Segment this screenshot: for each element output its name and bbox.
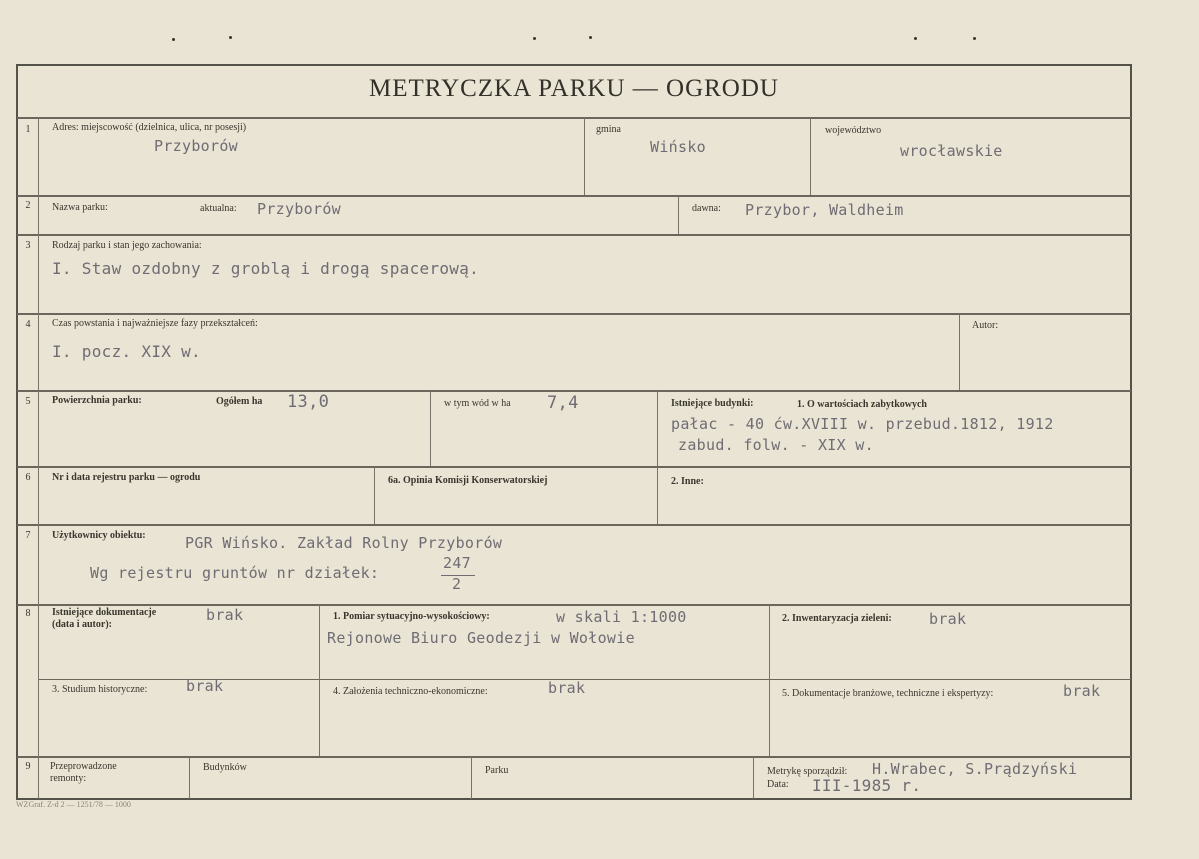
history-study-value: brak [186, 677, 224, 695]
col-divider [584, 118, 585, 195]
number-column-divider [38, 118, 39, 799]
row-divider [17, 234, 1131, 236]
survey-label: 1. Pomiar sytuacyjno-wysokościowy: [333, 611, 490, 622]
row-divider [17, 524, 1131, 526]
prepared-by-value: H.Wrabec, S.Prądzyński [872, 760, 1078, 778]
repairs-sublabel: remonty: [50, 773, 87, 784]
col-divider [374, 467, 375, 524]
col-divider [430, 391, 431, 466]
survey-scale-value: w skali 1:1000 [556, 608, 687, 626]
row-divider [17, 604, 1131, 606]
author-label: Autor: [972, 320, 999, 331]
col-divider [678, 196, 679, 234]
water-area-value: 7,4 [547, 393, 579, 413]
col-divider [959, 314, 960, 390]
speck [973, 37, 976, 40]
users-value: PGR Wińsko. Zakład Rolny Przyborów [185, 534, 503, 552]
existing-docs-label: Istniejące dokumentacje [52, 607, 157, 618]
row-number: 2 [25, 200, 31, 211]
row-divider [17, 756, 1131, 758]
greenery-value: brak [929, 610, 967, 628]
col-divider [753, 757, 754, 799]
col-divider [657, 391, 658, 466]
row-number: 9 [25, 761, 31, 772]
row-number: 8 [25, 608, 31, 619]
park-repairs-label: Parku [485, 765, 509, 776]
buildings-line-1: pałac - 40 ćw.XVIII w. przebud.1812, 1912 [671, 415, 1054, 433]
existing-docs-value: brak [206, 606, 244, 624]
row-divider [17, 313, 1131, 315]
plots-denominator: 2 [452, 575, 462, 593]
origin-value: I. pocz. XIX w. [52, 342, 201, 361]
row-number: 5 [25, 396, 31, 407]
register-label: Nr i data rejestru parku — ogrodu [52, 472, 201, 483]
col-divider [769, 605, 770, 756]
tech-assumptions-value: brak [548, 679, 586, 697]
speck [914, 37, 917, 40]
former-name-value: Przybor, Waldheim [745, 201, 904, 219]
monument-value-label: 1. O wartościach zabytkowych [797, 399, 927, 410]
row-number: 7 [25, 530, 31, 541]
area-label: Powierzchnia parku: [52, 395, 142, 406]
survey-office-value: Rejonowe Biuro Geodezji w Wołowie [327, 629, 635, 647]
address-label: Adres: miejscowość (dzielnica, ulica, nr posesji) [52, 122, 247, 133]
existing-docs-sublabel: (data i autor): [52, 619, 112, 630]
print-footer: WZGraf. Z-d 2 — 1251/78 — 1000 [16, 800, 131, 809]
page-title: METRYCZKA PARKU — OGRODU [369, 75, 779, 102]
other-label: 2. Inne: [671, 476, 704, 487]
gmina-value: Wińsko [650, 138, 706, 156]
speck [172, 38, 175, 41]
park-type-value: I. Staw ozdobny z groblą i drogą spacerową. [52, 259, 480, 278]
plots-text: Wg rejestru gruntów nr działek: [90, 564, 380, 582]
voivodeship-value: wrocławskie [900, 142, 1003, 160]
commission-opinion-label: 6a. Opinia Komisji Konserwatorskiej [388, 475, 548, 486]
park-type-label: Rodzaj parku i stan jego zachowania: [52, 240, 202, 251]
address-value: Przyborów [154, 137, 238, 155]
speck [589, 36, 592, 39]
row-divider [17, 466, 1131, 468]
branch-docs-label: 5. Dokumentacje branżowe, techniczne i ekspertyzy: [782, 688, 994, 699]
current-name-value: Przyborów [257, 200, 341, 218]
col-divider [657, 467, 658, 524]
buildings-repairs-label: Budynków [203, 762, 247, 773]
users-label: Użytkownicy obiektu: [52, 530, 146, 541]
row-number: 1 [25, 124, 31, 135]
branch-docs-value: brak [1063, 682, 1101, 700]
voivodeship-label: województwo [825, 125, 882, 136]
col-divider [810, 118, 811, 195]
date-value: III-1985 r. [812, 776, 922, 795]
speck [533, 37, 536, 40]
origin-label: Czas powstania i najważniejsze fazy przekształceń: [52, 318, 258, 329]
repairs-label: Przeprowadzone [50, 761, 117, 772]
date-label: Data: [767, 779, 789, 790]
row-divider [17, 390, 1131, 392]
current-name-label: aktualna: [200, 203, 237, 214]
history-study-label: 3. Studium historyczne: [52, 684, 148, 695]
row-divider [17, 195, 1131, 197]
tech-assumptions-label: 4. Założenia techniczno-ekonomiczne: [333, 686, 488, 697]
col-divider [189, 757, 190, 799]
col-divider [319, 605, 320, 756]
speck [229, 36, 232, 39]
gmina-label: gmina [596, 124, 621, 135]
former-name-label: dawna: [692, 203, 721, 214]
row-number: 4 [25, 319, 31, 330]
buildings-line-2: zabud. folw. - XIX w. [678, 436, 874, 454]
water-area-label: w tym wód w ha [444, 398, 511, 409]
total-area-label: Ogółem ha [216, 396, 263, 407]
row-number: 3 [25, 240, 31, 251]
plots-numerator: 247 [443, 554, 471, 572]
total-area-value: 13,0 [287, 392, 330, 412]
row-divider [17, 117, 1131, 119]
existing-buildings-label: Istniejące budynki: [671, 398, 754, 409]
col-divider [471, 757, 472, 799]
row-number: 6 [25, 472, 31, 483]
park-name-label: Nazwa parku: [52, 202, 108, 213]
prepared-by-label: Metrykę sporządził: [767, 766, 848, 777]
greenery-label: 2. Inwentaryzacja zieleni: [782, 613, 892, 624]
